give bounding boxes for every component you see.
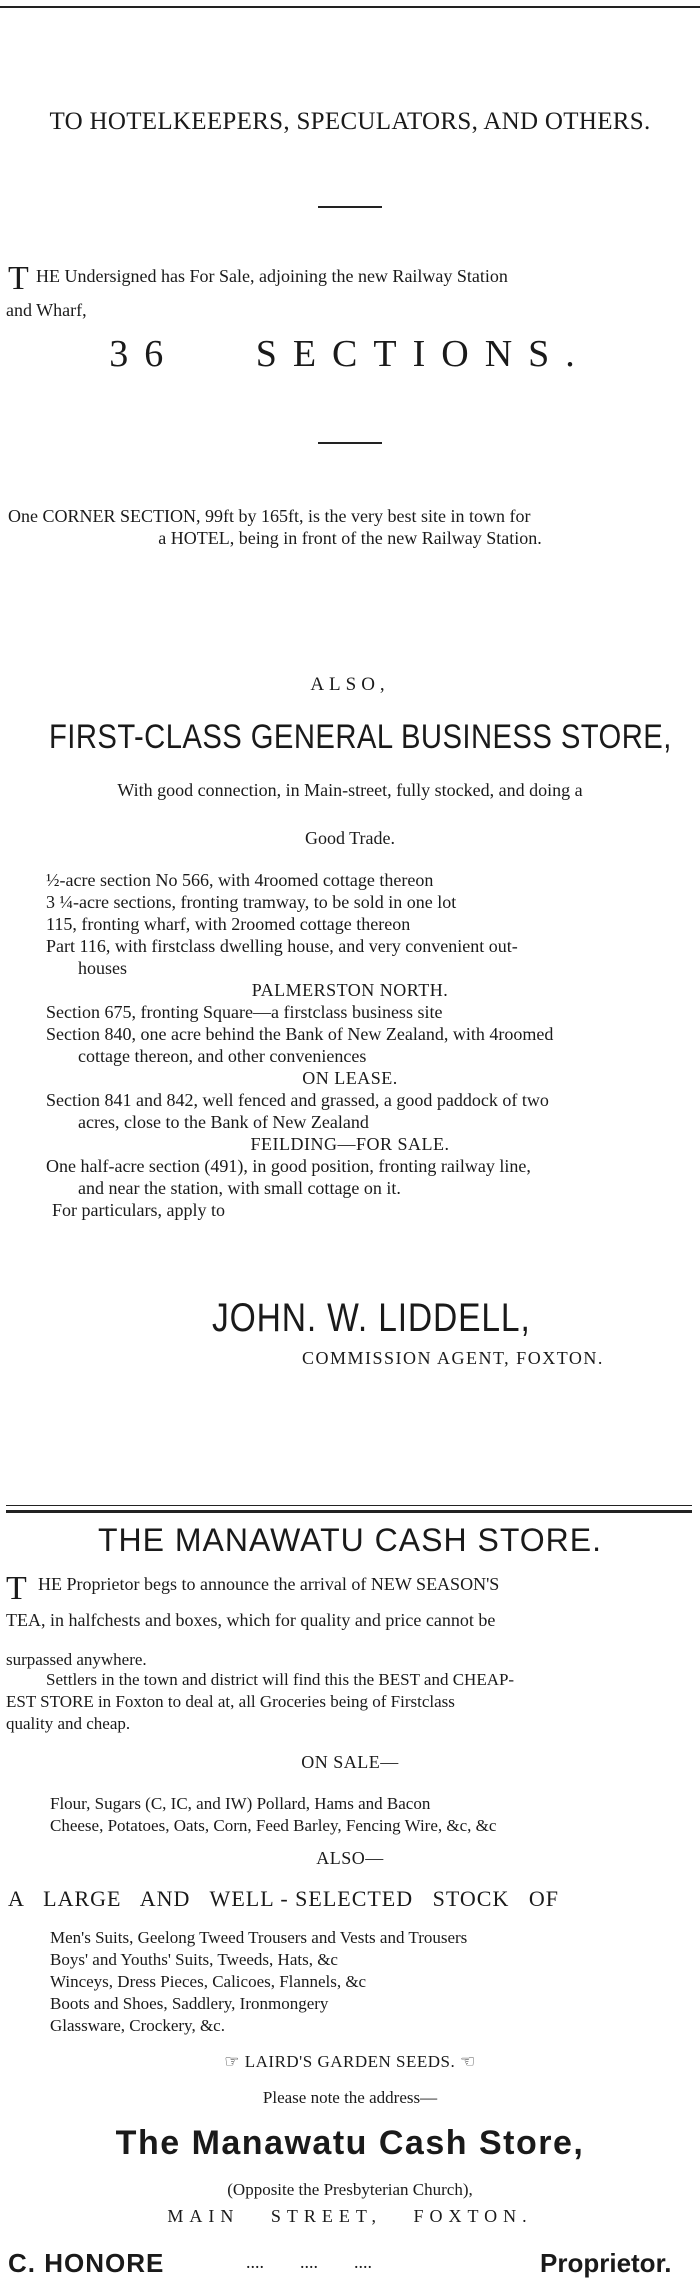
intro-line-2: and Wharf, xyxy=(6,300,87,320)
stock-title: A LARGE AND WELL - SELECTED STOCK OF xyxy=(8,1886,559,1911)
palmerston-line-3: cottage thereon, and other conveniences xyxy=(78,1046,367,1066)
divider-1 xyxy=(318,206,382,208)
ad1-heading: TO HOTELKEEPERS, SPECULATORS, AND OTHERS. xyxy=(49,108,651,135)
lease-heading: ON LEASE. xyxy=(302,1068,398,1088)
cash-store-title: THE MANAWATU CASH STORE. xyxy=(97,1522,603,1558)
corner-line-1: One CORNER SECTION, 99ft by 165ft, is the very best site in town for xyxy=(8,506,531,526)
feilding-line-2: and near the station, with small cottage on it. xyxy=(78,1178,401,1198)
sale-line-2: Cheese, Potatoes, Oats, Corn, Feed Barley, Fencing Wire, &c, &c xyxy=(50,1816,497,1835)
top-rule xyxy=(0,6,700,8)
cash-store-name: The Manawatu Cash Store, xyxy=(115,2124,585,2162)
agent-title: COMMISSION AGENT, FOXTON. xyxy=(302,1348,604,1368)
list-item-4-cont: houses xyxy=(78,958,127,978)
corner-line-2: a HOTEL, being in front of the new Railway Station. xyxy=(158,528,542,548)
store-title: FIRST-CLASS GENERAL BUSINESS STORE, xyxy=(49,718,672,756)
store-line-1: With good connection, in Main-street, fully stocked, and doing a xyxy=(117,780,583,800)
intro-dropcap: T xyxy=(8,260,29,297)
palmerston-line-1: Section 675, fronting Square—a firstclass business site xyxy=(46,1002,443,1022)
cash-store-line-3: surpassed anywhere. xyxy=(6,1650,147,1669)
agent-name: JOHN. W. LIDDELL, xyxy=(212,1296,531,1340)
feilding-heading: FEILDING—FOR SALE. xyxy=(250,1134,450,1154)
stock-item-3: Winceys, Dress Pieces, Calicoes, Flannels, &c xyxy=(50,1972,367,1991)
list-item-2: 3 ¼-acre sections, fronting tramway, to be sold in one lot xyxy=(46,892,457,912)
proprietor-label: Proprietor. xyxy=(540,2248,672,2278)
sections-title: 36 SECTIONS. xyxy=(109,333,591,375)
cash-store-line-2: TEA, in halfchests and boxes, which for quality and price cannot be xyxy=(6,1610,496,1630)
list-item-4: Part 116, with firstclass dwelling house, and very convenient out- xyxy=(46,936,518,956)
store-line-2: Good Trade. xyxy=(304,828,395,848)
list-item-3: 115, fronting wharf, with 2roomed cottage thereon xyxy=(46,914,411,934)
stock-item-2: Boys' and Youths' Suits, Tweeds, Hats, &c xyxy=(50,1950,338,1969)
ad-separator-thin xyxy=(6,1505,692,1506)
street-line: MAIN STREET, FOXTON. xyxy=(167,2206,533,2226)
intro-line-1: HE Undersigned has For Sale, adjoining the new Railway Station xyxy=(36,266,508,286)
palmerston-line-2: Section 840, one acre behind the Bank of New Zealand, with 4roomed xyxy=(46,1024,554,1044)
stock-item-5: Glassware, Crockery, &c. xyxy=(50,2016,225,2035)
stock-item-4: Boots and Shoes, Saddlery, Ironmongery xyxy=(50,1994,329,2013)
ad-separator-thick xyxy=(6,1510,692,1513)
also-heading-2: ALSO— xyxy=(316,1848,384,1868)
stock-item-1: Men's Suits, Geelong Tweed Trousers and Vests and Trousers xyxy=(50,1928,468,1947)
laird-seeds-line: ☞ LAIRD'S GARDEN SEEDS. ☜ xyxy=(224,2052,476,2071)
palmerston-heading: PALMERSTON NORTH. xyxy=(251,980,449,1000)
also-heading: ALSO, xyxy=(310,674,390,695)
cash-store-line-6: quality and cheap. xyxy=(6,1714,131,1733)
feilding-line-1: One half-acre section (491), in good position, fronting railway line, xyxy=(46,1156,531,1176)
lease-line-1: Section 841 and 842, well fenced and grassed, a good paddock of two xyxy=(46,1090,549,1110)
cash-store-line-4: Settlers in the town and district will find this the BEST and CHEAP- xyxy=(46,1670,515,1689)
cash-store-line-5: EST STORE in Foxton to deal at, all Groceries being of Firstclass xyxy=(6,1692,455,1711)
sale-line-1: Flour, Sugars (C, IC, and IW) Pollard, Hams and Bacon xyxy=(50,1794,431,1813)
cash-store-dropcap: T xyxy=(6,1570,27,1607)
list-item-1: ½-acre section No 566, with 4roomed cottage thereon xyxy=(46,870,434,890)
address-note: Please note the address— xyxy=(262,2088,438,2107)
proprietor-name: C. HONORE xyxy=(8,2248,165,2278)
cash-store-line-1: HE Proprietor begs to announce the arrival of NEW SEASON'S xyxy=(38,1574,500,1594)
lease-line-2: acres, close to the Bank of New Zealand xyxy=(78,1112,369,1132)
on-sale-heading: ON SALE— xyxy=(301,1752,399,1772)
proprietor-dots: .... .... .... xyxy=(246,2252,372,2272)
opposite-line: (Opposite the Presbyterian Church), xyxy=(227,2180,473,2199)
divider-2 xyxy=(318,442,382,444)
particulars-line: For particulars, apply to xyxy=(52,1200,225,1220)
